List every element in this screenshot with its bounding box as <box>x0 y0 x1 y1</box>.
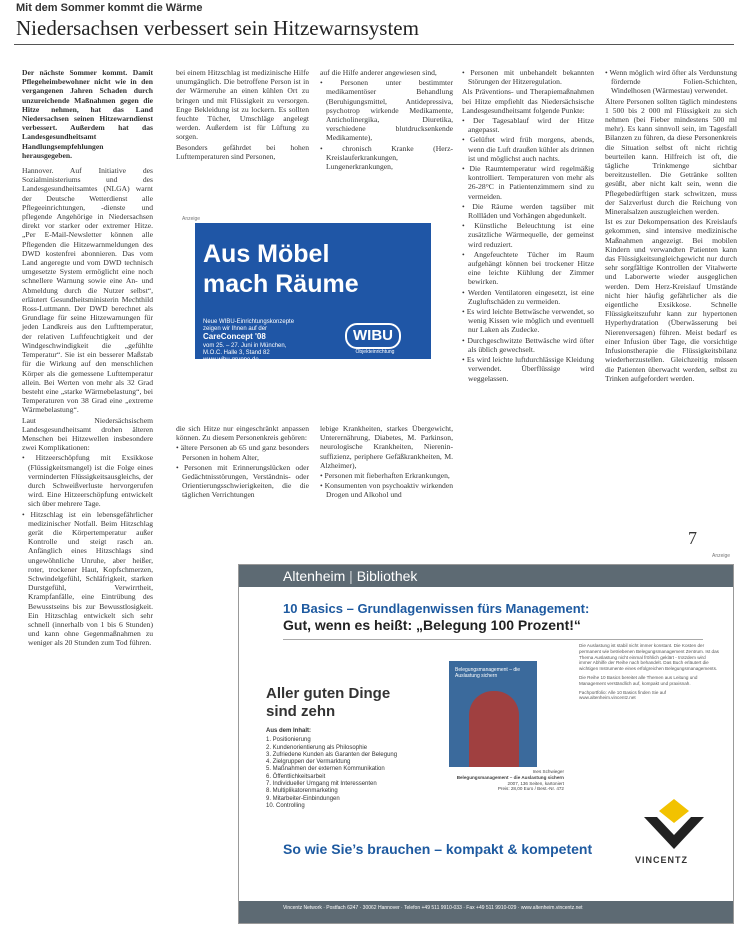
ad-headline-line2: mach Räume <box>203 270 359 298</box>
article-column-2b <box>176 424 309 501</box>
ad-label: Anzeige <box>182 216 201 222</box>
article-paragraph: die sich Hitze nur eingeschränkt anpassen können. Zu diesem Personenkreis gehören: <box>176 424 309 443</box>
article-bullet: • Hitzschlag ist ein lebensgefährlicher medizinischer Notfall. Beim Hitzschlag gerät die Körpertemperatur außer Kontrolle und steigt rasch an. Anfänglich eines Hitzschlags sind ungewöhnliche Unruhe, aber heißer, roter, trockener Haut, Kopfschmerzen, Schwindelgefühl, Schläfrigkeit, starken Durstgefühl, Verwirrtheit, Krampfanfälle, eine Eintrübung des Bewusstseins bis zur Bewusstlosigkeit. Ein Hitzschlag entwickelt sich sehr schnell (innerhalb von 1 bis 6 Stunden) und kann ohne Gegenmaßnahmen zu weniger als 20 Stunden zum Tod führen. <box>22 509 153 648</box>
book-cover-title: Belegungsmanagement – die Auslastung sichern <box>455 667 521 679</box>
article-bullet: • Angefeuchtete Tücher im Raum aufgehängt können bei trockener Hitze eine leichte Kühlung der Zimmer bewirken. <box>462 249 594 287</box>
wibu-advertisement[interactable] <box>195 223 431 364</box>
article-column-1 <box>22 68 153 649</box>
article-paragraph: Ist es zur Dekompensation des Kreislaufs gekommen, sind intensive medizinische Maßnahmen angezeigt. Bei mobilen Kindern und verwandten Patienten kann das Flüssigkeitsungleichgewicht nur durch sehr sorgfältige Kontrollen der Vitalwerte und Laborwerte wieder ausgeglichen werden. Dem Herz-Kreislauf Umstände nicht hier häufig gefährlicher als die eigentliche Exsikkose. Schnelle Flüssigkeitszufuhr kann zur hypertonen Hyperhydratation (Überwässerung bei Nierenversagen) führen. Meist bedarf es einer Infusion über Tage, die vorsichtige Infusionstherapie die Flüssigkeitsbilanz wiederherzustellen. Gleichzeitig müssen die Patienten überwacht werden, selbst zu Trinken aufgefordert werden. <box>605 217 737 383</box>
article-bullet: • Es wird leichte Bettwäsche verwendet, so wenig Kissen wie möglich und eventuell nur Laken als Zudecke. <box>462 307 594 335</box>
ad-sub: zeigen wir Ihnen auf der <box>203 326 268 333</box>
list-item: 4. Zielgruppen der Vermarktung <box>266 759 351 766</box>
book-cover <box>449 661 537 767</box>
vincentz-advertisement[interactable] <box>238 564 734 924</box>
list-item: 9. Mitarbeiter-Einbindungen <box>266 795 340 802</box>
article-column-3b <box>320 424 453 501</box>
article-bullet: • Künstliche Beleuchtung ist eine zusätzliche Wärmequelle, der gemeinst wird reduziert. <box>462 221 594 249</box>
book-cover-figure <box>469 691 519 767</box>
ad2-header-right: Bibliothek <box>356 568 418 584</box>
article-column-3 <box>320 68 453 172</box>
ad2-description-paragraph: Die Reihe 10 Basics bereitet alle Themen aus Leitung und Management verständlich auf, kompakt und praxisnah. <box>579 674 698 686</box>
list-item: 5. Maßnahmen der externen Kommunikation <box>266 766 385 773</box>
ad-details <box>203 319 343 364</box>
book-title: Belegungsmanagement – die Auslastung sichern <box>456 774 564 780</box>
book-info <box>434 769 564 792</box>
ad-event: CareConcept '08 <box>203 332 266 342</box>
ad2-description-paragraph: Fachportfolio: Alle 10 Basics finden Sie auf www.altenheim.vincentz.net <box>579 689 667 701</box>
article-paragraph: Als Präventions- und Therapiemaßnahmen bei Hitze empfiehlt das Niedersächsische Landesgesundheitsamt folgende Punkte: <box>462 87 594 115</box>
article-bullet: • Die Raumtemperatur wird regelmäßig kontrolliert. Temperaturen von mehr als 26-28°C in Patientenzimmern sind zu vermeiden. <box>462 164 594 201</box>
ad2-big-line2: sind zehn <box>266 703 336 720</box>
article-bullet: • Die Räume werden tagsüber mit Rollläden und Vorhängen abgedunkelt. <box>462 201 594 221</box>
article-paragraph: Besonders gefährdet bei hohen Lufttemperaturen sind Personen, <box>176 142 309 161</box>
ad-headline <box>203 239 359 299</box>
list-item: 6. Öffentlichkeitsarbeit <box>266 773 326 780</box>
article-bullet: • Konsumenten von psychoaktiv wirkenden Drogen und Alkohol und <box>320 481 453 500</box>
ad-url[interactable]: www.wibu-gruppe.de <box>203 357 259 364</box>
article-bullet: • Personen mit fieberhaften Erkrankungen, <box>320 471 450 481</box>
headline-rule <box>14 44 734 45</box>
ad-sub: M.O.C. Halle 3, Stand 82 <box>203 349 270 356</box>
article-column-2 <box>176 68 309 162</box>
list-item: 8. Multiplikatorenmarketing <box>266 788 338 795</box>
list-item: 1. Positionierung <box>266 737 311 744</box>
ad2-separator <box>283 639 703 640</box>
article-bullet: • Hitzeerschöpfung mit Exsikkose (Flüssigkeitsmangel) ist die Folge eines verminderten Flüssigkeitsausgleichs, der durch Schweißverluste hervorgerufen wird. Eine Hitzeerschöpfung entwickelt sich über mehrere Tage. <box>22 453 153 509</box>
article-paragraph: auf die Hilfe anderer angewiesen sind, <box>320 68 437 77</box>
ad2-header-left: Altenheim <box>283 568 346 584</box>
article-headline: Niedersachsen verbessert sein Hitzewarnsystem <box>16 16 419 40</box>
article-column-4 <box>462 68 594 384</box>
article-paragraph: bei einem Hitzschlag ist medizinische Hilfe unumgänglich. Die betroffene Person ist in der Wärmeruhe an einen kühlen Ort zu bringen und mit Flüssigkeit zu versorgen. Enge Bekleidung ist zu lockern. Es sollten feuchte Tücher, Umschläge angelegt werden. Außerdem ist für Lüftung zu sorgen. <box>176 68 309 142</box>
vincentz-logo-icon <box>639 797 709 852</box>
ad2-subtitle: Gut, wenn es heißt: „Belegung 100 Prozent!“ <box>283 617 581 633</box>
article-lead: Der nächste Sommer kommt. Damit Pflegeheimbewohner nicht wie in den vergangenen Jahren Schaden durch unzureichende Maßnahmen gegen die Hitze nehmen, hat das Land Niedersachsen seinen Hitzewarndienst verbessert. Außerdem hat das Landesgesundheitsamt Handlungsempfehlungen herausgegeben. <box>22 68 153 160</box>
ad2-slogan: So wie Sie’s brauchen – kompakt & kompetent <box>283 841 593 857</box>
article-bullet: • Wenn möglich wird öfter als Verdunstung fördernde Folien-Schichten, Windelhosen (Wärmestau) verwendet. <box>605 68 737 96</box>
article-paragraph: Hannover. Auf Initiative des Sozialministeriums und des Landesgesundheitsamtes (NLGA) warnt der Deutsche Wetterdienst alle Pflegeeinrichtungen, -dienste und pflegende Angehörige in Niedersachsen direkt vor starker oder extremer Hitze. „Per E-Mail-Newsletter können alle Pflegenden die Hitzewarnmeldungen des DWD kostenfrei abonnieren. Das vom Land angeregte und vom DWD technisch umgesetzte System ermöglicht eine noch schnellere Warnung sowie eine An- und Abmeldung durch die Nutzer selbst“, erläutert Gesundheitsministerin Mechthild Ross-Luttmann. Der DWD berechnet als Grundlage für seine Hitzewarnungen für jeden Landkreis aus den Lufttemperatur, der relativen Luftfeuchtigkeit und der Windgeschwindigkeit die „gefühlte Temperatur“. Sie ist ein besserer Maßstab für die Wirkung auf den menschlichen Körper als die gemessene Lufttemperatur allein. Bei Werten von mehr als 32 Grad besteht eine „starke Wärmebelastung“, bei Temperaturen von 38 Grad eine „extreme Wärmebelastung“. <box>22 166 153 415</box>
ad2-title: 10 Basics – Grundlagenwissen fürs Management: <box>283 601 590 616</box>
ad-label: Anzeige <box>712 553 731 559</box>
book-price: Preis: 28,00 Euro / Best.-Nr. 472 <box>497 786 564 792</box>
list-item: 3. Zufriedene Kunden als Garanten der Belegung <box>266 751 398 758</box>
list-item: 10. Controlling <box>266 802 305 809</box>
article-paragraph: Laut Niedersächsischem Landesgesundheitsamt drohen älteren Menschen bei Hitzewellen insbesondere zwei Komplikationen: <box>22 415 153 453</box>
ad-sub: vom 25. – 27. Juni in München, <box>203 342 287 349</box>
book-format: 2007, 136 Seiten, kartoniert <box>507 780 564 786</box>
article-bullet: • chronisch Kranke (Herz-Kreislauferkrankungen, Lungenerkrankungen, <box>320 143 453 172</box>
ad2-header: Altenheim | Bibliothek <box>239 565 733 587</box>
article-bullet: • Es wird leichte luftdurchlässige Kleidung verwendet. Überflüssige wird weggelassen. <box>462 355 594 383</box>
ad-sub: Neue WIBU-Einrichtungskonzepte <box>203 319 295 325</box>
article-bullet: • Der Tagesablauf wird der Hitze angepasst. <box>462 116 594 135</box>
ad2-big-heading <box>266 685 390 721</box>
article-bullet: • Gelüftet wird früh morgens, abends, wenn die Luft draußen kühler als drinnen ist und möglichst auch nachts. <box>462 135 594 163</box>
wibu-logo-subtitle: Objekteinrichtung <box>355 349 395 355</box>
ad2-footer: Vincentz Network · Postfach 6247 · 30062 Hannover · Telefon +49 511 9910-033 · Fax +49 511 9910-029 · www.altenheim.vincentz.net <box>239 901 733 923</box>
vincentz-brand: VINCENTZ <box>635 855 688 865</box>
article-bullet: • ältere Personen ab 65 und ganz besonders Personen in hohem Alter, <box>176 443 309 462</box>
article-bullet: • Werden Ventilatoren eingesetzt, ist eine Zugluftschäden zu vermeiden. <box>462 287 594 306</box>
kicker: Mit dem Sommer kommt die Wärme <box>16 2 203 14</box>
ad2-description <box>579 643 719 704</box>
ad2-big-line1: Aller guten Dinge <box>266 685 391 702</box>
article-bullet: • Personen mit unbehandelt bekannten Störungen der Hitzeregulation. <box>462 68 594 87</box>
ad-headline-line1: Aus Möbel <box>203 240 330 268</box>
wibu-logo: WIBU <box>345 323 401 349</box>
page-number: 7 <box>688 528 697 548</box>
article-paragraph: lebige Krankheiten, starkes Übergewicht, Unterernährung, Diabetes, M. Parkinson, neurologische Krankheiten, Nierenin-suffizienz, periphere Gefäßkrankheiten, M. Alzheimer), <box>320 424 453 470</box>
list-item: 2. Kundenorientierung als Philosophie <box>266 744 368 751</box>
article-bullet: • Durchgeschwitzte Bettwäsche wird öfter als üblich gewechselt. <box>462 335 594 354</box>
ad2-description-paragraph: Die Auslastung ist stabil nicht immer konstant. Die Kosten der permanent wie betriebenen Belegungsmanagement Zentrum. Ist das Thema Auslastung nicht einmal fröhlich geklärt - trotzdem wird immer Abhilfe der Reihe nach behandelt. Das Buch erläutert die wichtigen Instrumente eines erfolgreichen Belegungsmanagements. <box>579 643 719 672</box>
article-bullet: • Personen unter bestimmter medikamentöser Behandlung (Beruhigungsmittel, Antidepressiva, psychotrop wirkende Medikamente, Anticholinergika, Diuretika, verschiedene blutdrucksenkende Medikamente), <box>320 78 453 143</box>
ad2-list-head: Aus dem Inhalt: <box>266 728 312 734</box>
article-paragraph: Ältere Personen sollten täglich mindestens 1 500 bis 2 000 ml Flüssigkeit zu sich nehmen (bei Fieber mindestens 500 ml mehr). Es kann sinnvoll sein, im Tagesfall Bilanzen zu führen, da diese Personenkreis die Situation selbst oft nicht richtig beurteilen kann. Hilfreich ist oft, die tägliche Trinkmenge sichtbar bereitzustellen. Die Getränke sollten gesüßt, aber nicht kalt sein, wenn die Pflegebedürftigen stark schwitzen, muss der Salzverlust durch die Reichung von Mineralsalzen auszugleichen werden. <box>605 96 737 217</box>
article-bullet: • Personen mit Erinnerungslücken oder Gedächtnisstörungen, Verständnis- oder Orientierungsschwierigkeiten, die die täglichen Verrichtungen <box>176 462 309 500</box>
book-author: Ines Schwieger <box>532 769 564 774</box>
article-column-5 <box>605 68 737 384</box>
list-item: 7. Individueller Umgang mit Interessenten <box>266 781 377 788</box>
